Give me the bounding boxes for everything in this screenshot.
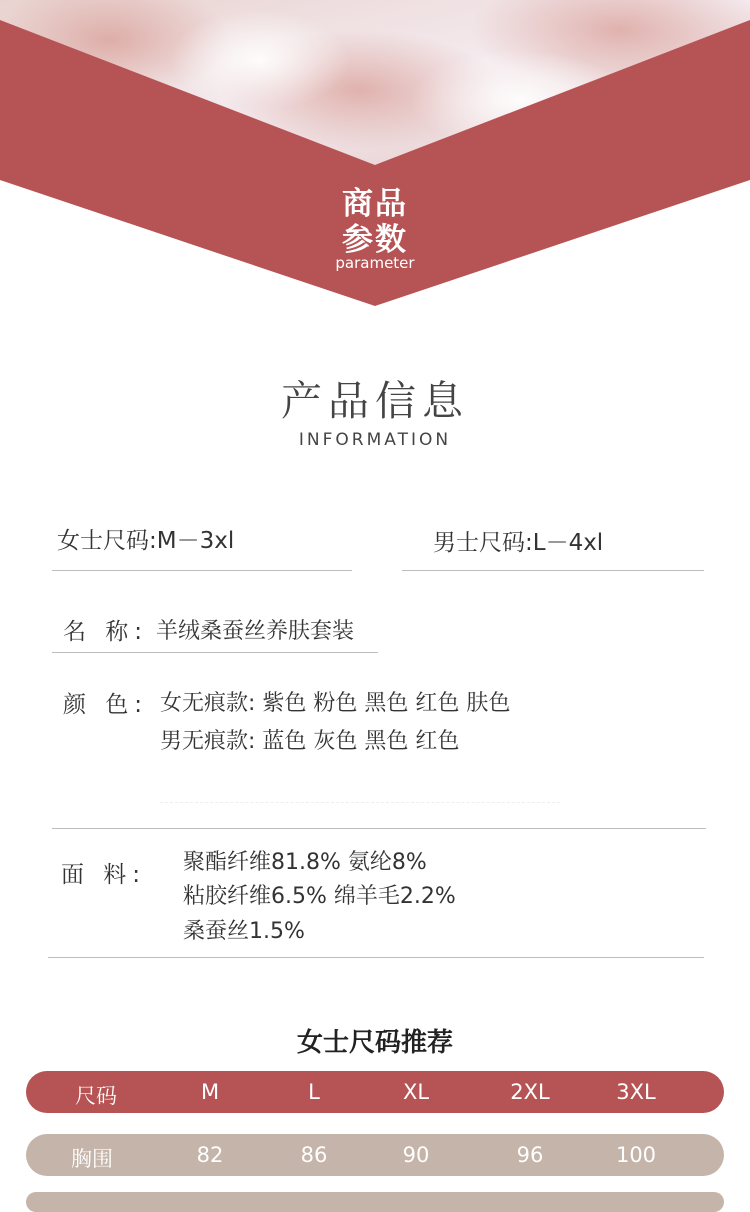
size-table-next-row [26, 1192, 724, 1212]
table-cell: 96 [516, 1143, 544, 1167]
row-label: 胸围 [71, 1147, 113, 1171]
table-cell: 82 [196, 1143, 224, 1167]
women-size-range: 女士尺码:M－3xl [57, 528, 235, 554]
name-label: 名 称: [63, 619, 149, 645]
divider [52, 828, 706, 829]
size-table-title: 女士尺码推荐 [296, 1028, 453, 1058]
size-table-row-chest [26, 1134, 724, 1176]
section-subtitle: INFORMATION [298, 430, 452, 450]
fabric-line-1: 聚酯纤维81.8% 氨纶8% [183, 850, 427, 875]
fabric-line-2: 粘胶纤维6.5% 绵羊毛2.2% [183, 884, 456, 909]
section-title: 产品信息 [281, 377, 469, 425]
hero-title-line2: 参数 [342, 222, 408, 258]
header-cell: XL [402, 1080, 430, 1104]
size-table-header-row [26, 1071, 724, 1113]
hero-banner [0, 0, 750, 310]
men-size-range: 男士尺码:L－4xl [433, 530, 604, 556]
header-cell: 3XL [616, 1080, 656, 1104]
women-colors: 女无痕款: 紫色 粉色 黑色 红色 肤色 [160, 691, 511, 716]
header-cell: L [308, 1080, 320, 1104]
color-label: 颜 色: [63, 692, 149, 718]
table-cell: 100 [615, 1143, 657, 1167]
divider [48, 957, 704, 958]
divider [402, 570, 704, 571]
fabric-label: 面 料: [61, 862, 147, 888]
table-cell: 86 [300, 1143, 328, 1167]
hero-subtitle: parameter [335, 254, 415, 272]
table-cell: 90 [402, 1143, 430, 1167]
product-name: 羊绒桑蚕丝养肤套装 [156, 619, 355, 644]
faint-divider [160, 802, 560, 804]
divider [52, 570, 352, 571]
men-colors: 男无痕款: 蓝色 灰色 黑色 红色 [160, 729, 460, 754]
divider [52, 652, 378, 653]
hero-title-line1: 商品 [342, 186, 408, 222]
header-cell: M [200, 1080, 220, 1104]
fabric-line-3: 桑蚕丝1.5% [183, 919, 305, 944]
header-label: 尺码 [75, 1084, 117, 1108]
header-cell: 2XL [510, 1080, 550, 1104]
